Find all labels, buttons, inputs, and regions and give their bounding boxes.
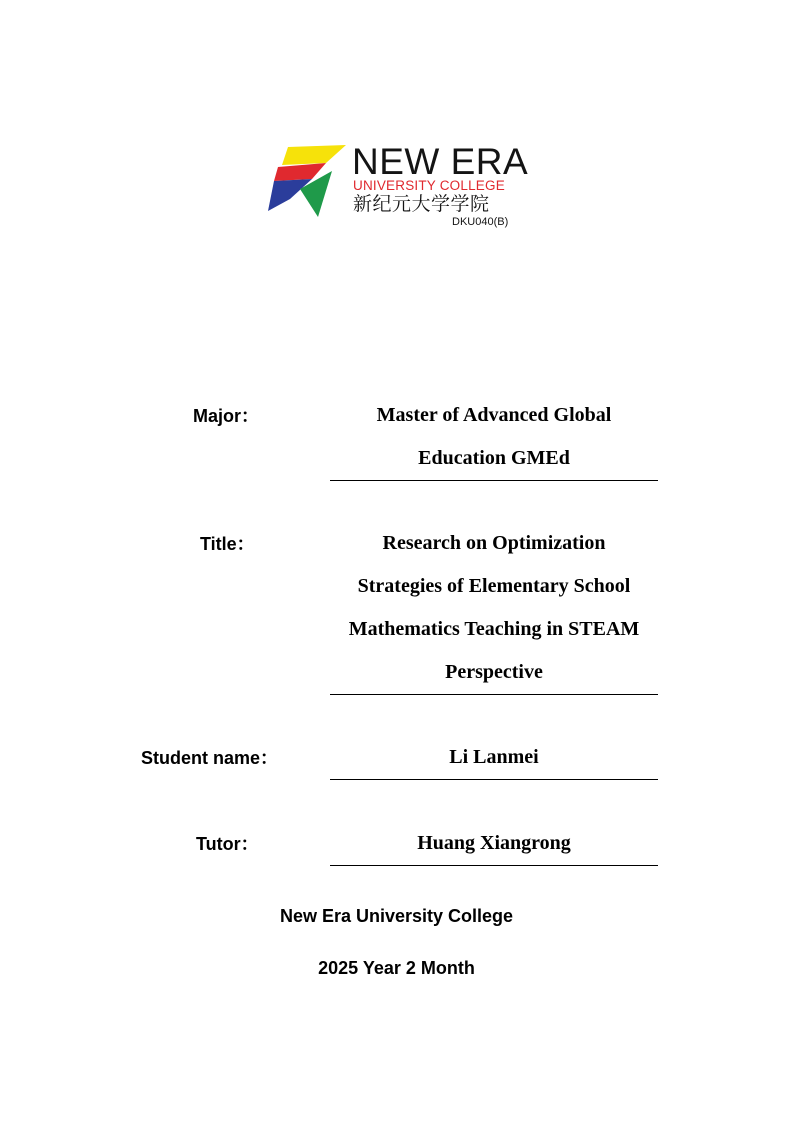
university-logo bbox=[266, 141, 529, 235]
logo-code: DKU040(B) bbox=[452, 216, 509, 228]
major-line-2: Education GMEd bbox=[418, 447, 570, 469]
institution-name: New Era University College bbox=[279, 906, 514, 926]
logo-name: NEW ERA bbox=[352, 141, 529, 182]
submission-date: 2025 Year 2 Month bbox=[318, 958, 475, 978]
student-name-label: Student name： bbox=[141, 748, 279, 768]
major-value bbox=[330, 394, 658, 481]
logo-emblem-icon bbox=[266, 143, 352, 223]
title-label: Title： bbox=[200, 534, 255, 554]
tutor-label: Tutor： bbox=[196, 834, 259, 854]
major-label: Major： bbox=[193, 406, 260, 426]
tutor-line: Huang Xiangrong bbox=[417, 832, 571, 854]
title-line-3: Mathematics Teaching in STEAM bbox=[348, 618, 640, 640]
tutor-value bbox=[330, 822, 658, 866]
title-line-1: Research on Optimization bbox=[382, 532, 606, 554]
title-value bbox=[330, 522, 658, 695]
major-line-1: Master of Advanced Global bbox=[376, 404, 612, 426]
title-line-4: Perspective bbox=[445, 661, 543, 683]
title-line-2: Strategies of Elementary School bbox=[357, 575, 631, 597]
student-name-line: Li Lanmei bbox=[449, 746, 539, 768]
logo-subtitle: UNIVERSITY COLLEGE bbox=[353, 178, 505, 193]
student-name-value bbox=[330, 736, 658, 780]
logo-chinese-name: 新纪元大学学院 bbox=[353, 193, 490, 215]
